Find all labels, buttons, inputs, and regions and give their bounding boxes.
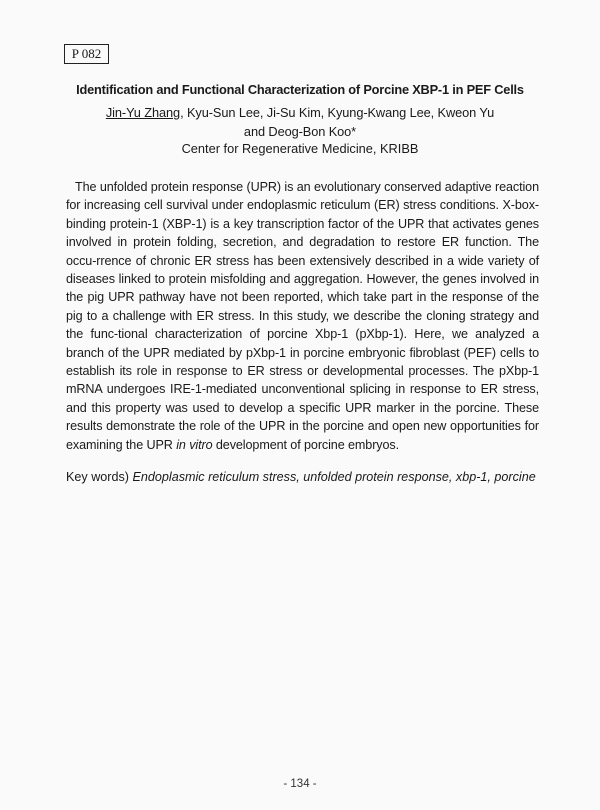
abstract-text-2: development of porcine embryos.: [212, 437, 400, 452]
poster-code: P 082: [71, 46, 102, 61]
page-footer: - 134 -: [283, 778, 317, 790]
affiliation: Center for Regenerative Medicine, KRIBB: [181, 141, 419, 156]
paper-title: Identification and Functional Characterization of Porcine XBP-1 in PEF Cells: [76, 82, 524, 97]
abstract-body: [66, 178, 539, 454]
authors-line-1: [0, 105, 600, 120]
first-author: Jin-Yu Zhang: [105, 105, 181, 120]
poster-code-box: [64, 44, 109, 64]
abstract-text-1: The unfolded protein response (UPR) is an evolutionary conserved adaptive reaction for increasing cell survival under endoplasmic reticulum (ER) stress conditions. X-box-binding protein-1 (XBP-1) is a key transcription factor of the UPR that activates genes involved in protein folding, secretion, and degradation to restore ER function. The occu-rrence of chronic ER stress has been extensively described in a wide variety of diseases linked to protein misfolding and aggregation. However, the genes involved in the pig UPR pathway have not been reported, which take part in the response of the pig to a challenge with ER stress. In this study, we describe the cloning strategy and the func-tional characterization of porcine Xbp-1 (pXbp-1). Here, we analyzed a branch of the UPR mediated by pXbp-1 in porcine embryonic fibroblast (PEF) cells to establish its role in response to ER stress or developmental processes. The pXbp-1 mRNA undergoes IRE-1-mediated unconventional splicing in response to ER stress, and this property was used to develop a specific UPR marker in the porcine. These results demonstrate the role of the UPR in the porcine and open new opportunities for examining the UPR: [66, 180, 539, 452]
authors-line-2: and Deog-Bon Koo*: [243, 124, 357, 139]
keywords-terms: Endoplasmic reticulum stress, unfolded protein response, xbp-1, porcine: [132, 470, 536, 484]
keywords-label: Key words): [66, 470, 133, 484]
keywords: [66, 470, 546, 484]
co-authors: , Kyu-Sun Lee, Ji-Su Kim, Kyung-Kwang Lee, Kweon Yu: [180, 105, 495, 120]
abstract-italic: in vitro: [176, 437, 213, 452]
